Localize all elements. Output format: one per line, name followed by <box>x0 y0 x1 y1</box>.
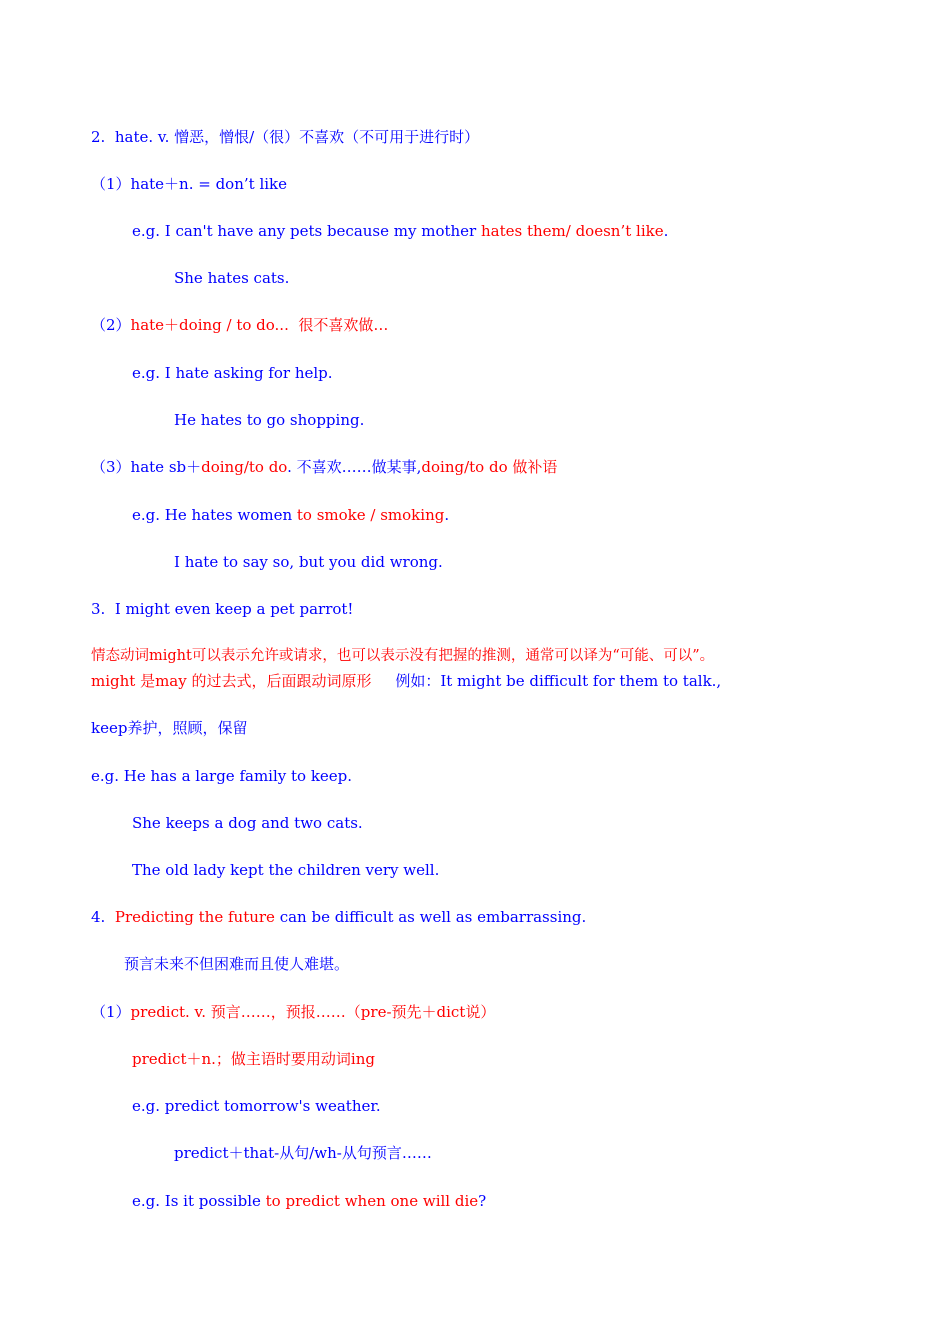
example-line: I hate to say so, but you did wrong. <box>174 553 443 571</box>
example-line: The old lady kept the children very well. <box>132 861 440 879</box>
translation-line: 预言未来不但困难而且使人难堪。 <box>124 955 350 973</box>
example-line: He hates to go shopping. <box>174 411 365 429</box>
section-3-heading: 3. I might even keep a pet parrot! <box>91 600 354 618</box>
keep-definition: keep养护，照顾，保留 <box>91 719 248 737</box>
usage-3-heading: （3）hate sb＋doing/to do. 不喜欢……做某事,doing/to do 做补语 <box>91 458 558 476</box>
section-2-heading: 2. hate. v. 憎恶，憎恨/（很）不喜欢（不可用于进行时） <box>91 128 480 146</box>
example-line: e.g. He hates women to smoke / smoking. <box>132 506 450 524</box>
example-line: e.g. Is it possible to predict when one will die? <box>132 1192 487 1210</box>
example-line: She keeps a dog and two cats. <box>132 814 363 832</box>
predict-usage-note: predict＋n.；做主语时要用动词ing <box>132 1050 375 1068</box>
predict-clause-note: predict＋that-从句/wh-从句预言…… <box>174 1144 432 1162</box>
modal-verb-note: 情态动词might可以表示允许或请求，也可以表示没有把握的推测，通常可以译为“可能、可以”。 <box>91 648 715 664</box>
usage-1-heading: （1）hate＋n. = don’t like <box>91 175 288 193</box>
example-line: e.g. He has a large family to keep. <box>91 767 353 785</box>
usage-2-heading: （2）hate＋doing / to do... 很不喜欢做… <box>91 316 389 334</box>
section-4-heading: 4. Predicting the future can be difficult as well as embarrassing. <box>91 908 587 926</box>
example-line: e.g. I hate asking for help. <box>132 364 333 382</box>
predict-usage-heading: （1）predict. v. 预言……，预报……（pre-预先＋dict说） <box>91 1003 496 1021</box>
example-line: She hates cats. <box>174 269 290 287</box>
example-line: e.g. predict tomorrow's weather. <box>132 1097 381 1115</box>
example-line: e.g. I can't have any pets because my mother hates them/ doesn’t like. <box>132 222 669 240</box>
modal-verb-note: might 是may 的过去式，后面跟动词原形 例如：It might be difficult for them to talk., <box>91 672 722 690</box>
